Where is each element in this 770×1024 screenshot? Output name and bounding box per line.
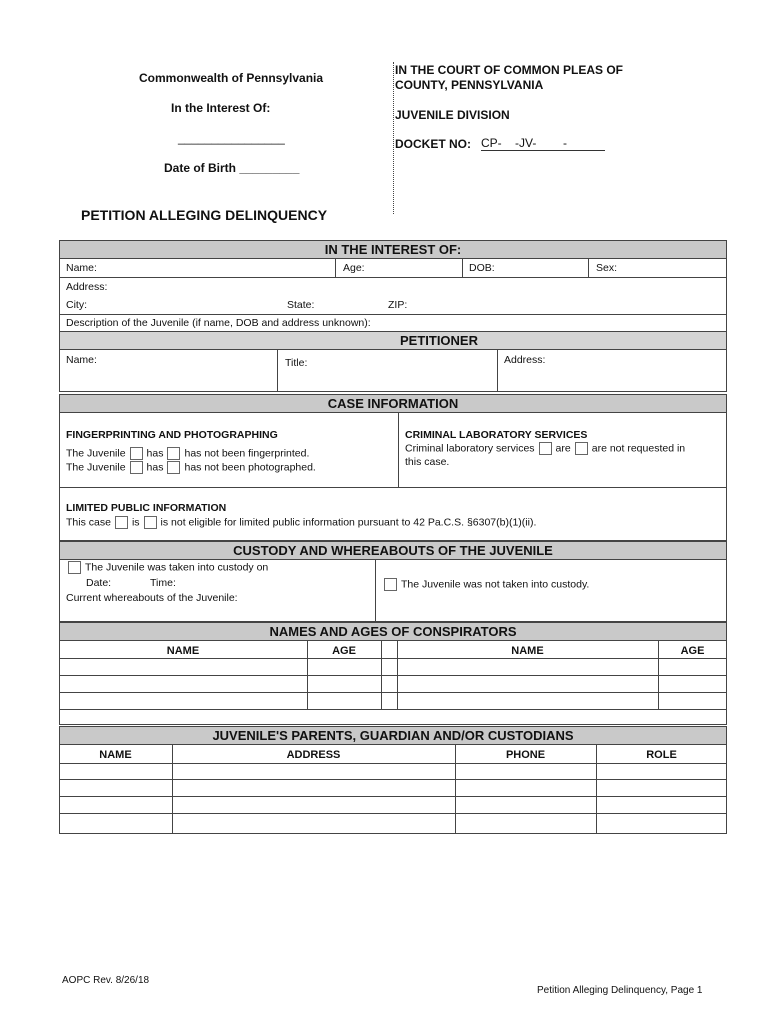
custody-date-field[interactable]: Date: [86,577,112,589]
parents-address-header: ADDRESS [286,749,341,761]
taken-into-custody-checkbox[interactable] [68,561,81,574]
fingerprinted-has-checkbox[interactable] [130,447,143,460]
crime-lab-are-not-checkbox[interactable] [575,442,588,455]
document-title: PETITION ALLEGING DELINQUENCY [81,207,328,223]
juvenile-name-blank[interactable]: ________________ [178,131,285,145]
interest-dob-field[interactable]: DOB: [469,262,495,274]
case-info-header: CASE INFORMATION [59,394,727,413]
crime-lab-title: CRIMINAL LABORATORY SERVICES [405,429,588,441]
court-line-2: COUNTY, PENNSYLVANIA [395,78,544,92]
not-taken-label: The Juvenile was not taken into custody. [401,578,590,591]
interest-section-header: IN THE INTEREST OF: [59,240,727,259]
current-whereabouts-field[interactable]: Current whereabouts of the Juvenile: [66,592,238,604]
not-fingerprinted-label: has not been fingerprinted. [184,447,310,460]
interest-age-field[interactable]: Age: [343,262,365,274]
conspirator-name-header-left: NAME [166,645,200,657]
juvenile-label-2: The Juvenile [66,461,126,474]
conspirator-age-header-left: AGE [332,645,356,657]
interest-address-field[interactable]: Address: [66,281,108,293]
parents-name-header: NAME [99,749,132,761]
conspirator-name-header-right: NAME [511,645,544,657]
interest-city-field[interactable]: City: [66,299,87,311]
not-photographed-label: has not been photographed. [184,461,316,474]
petitioner-address-field[interactable]: Address: [504,354,546,366]
crime-lab-are-checkbox[interactable] [539,442,552,455]
page-label: Petition Alleging Delinquency, Page 1 [537,985,703,996]
fingerprinting-title: FINGERPRINTING AND PHOTOGRAPHING [66,429,278,441]
petitioner-box [59,349,727,392]
juvenile-label-1: The Juvenile [66,447,126,460]
interest-name-field[interactable]: Name: [66,262,97,274]
limited-public-info-title: LIMITED PUBLIC INFORMATION [66,502,227,514]
petitioner-title-field[interactable]: Title: [285,357,308,369]
not-taken-into-custody-checkbox[interactable] [384,578,397,591]
caption-divider [393,62,394,214]
taken-into-custody-label: The Juvenile was taken into custody on [85,561,269,574]
docket-number-field[interactable]: CP- -JV- - [481,136,605,151]
interest-zip-field[interactable]: ZIP: [388,299,408,311]
limited-is-not-checkbox[interactable] [144,516,157,529]
petitioner-name-field[interactable]: Name: [66,354,97,366]
photographed-has-checkbox[interactable] [130,461,143,474]
conspirators-header: NAMES AND AGES OF CONSPIRATORS [59,622,727,641]
this-case-prefix: This case [66,516,111,529]
custody-header: CUSTODY AND WHEREABOUTS OF THE JUVENILE [59,541,727,560]
limited-is-checkbox[interactable] [115,516,128,529]
parents-role-header: ROLE [646,749,677,761]
conspirator-age-header-right: AGE [680,645,705,657]
revision-label: AOPC Rev. 8/26/18 [62,975,150,986]
has-label-1: has [146,447,164,460]
has-label-2: has [146,461,164,474]
not-eligible-label: is not eligible for limited public information pursuant to 42 Pa.C.S. §6307(b)(1)(ii). [160,516,537,529]
photographed-has-not-checkbox[interactable] [167,461,180,474]
interest-state-field[interactable]: State: [287,299,315,311]
this-case-label: this case. [405,456,450,468]
is-label: is [131,516,140,529]
custody-time-field[interactable]: Time: [150,577,176,589]
juvenile-description-field[interactable]: Description of the Juvenile (if name, DOB and address unknown): [66,317,371,329]
interest-of-label: In the Interest Of: [171,101,271,115]
interest-sex-field[interactable]: Sex: [596,262,618,274]
division-label: JUVENILE DIVISION [395,108,510,122]
not-requested-label: are not requested in [591,442,686,455]
fingerprinted-has-not-checkbox[interactable] [167,447,180,460]
petitioner-header: PETITIONER [59,331,727,350]
commonwealth-label: Commonwealth of Pennsylvania [139,71,324,85]
docket-label: DOCKET NO: [395,137,471,151]
parents-header: JUVENILE'S PARENTS, GUARDIAN AND/OR CUSTODIANS [59,726,727,745]
are-label: are [555,442,571,455]
crime-lab-label: Criminal laboratory services [405,442,535,455]
court-line-1: IN THE COURT OF COMMON PLEAS OF [395,63,623,77]
parents-phone-header: PHONE [505,749,546,761]
date-of-birth-field[interactable]: Date of Birth _________ [164,161,300,175]
